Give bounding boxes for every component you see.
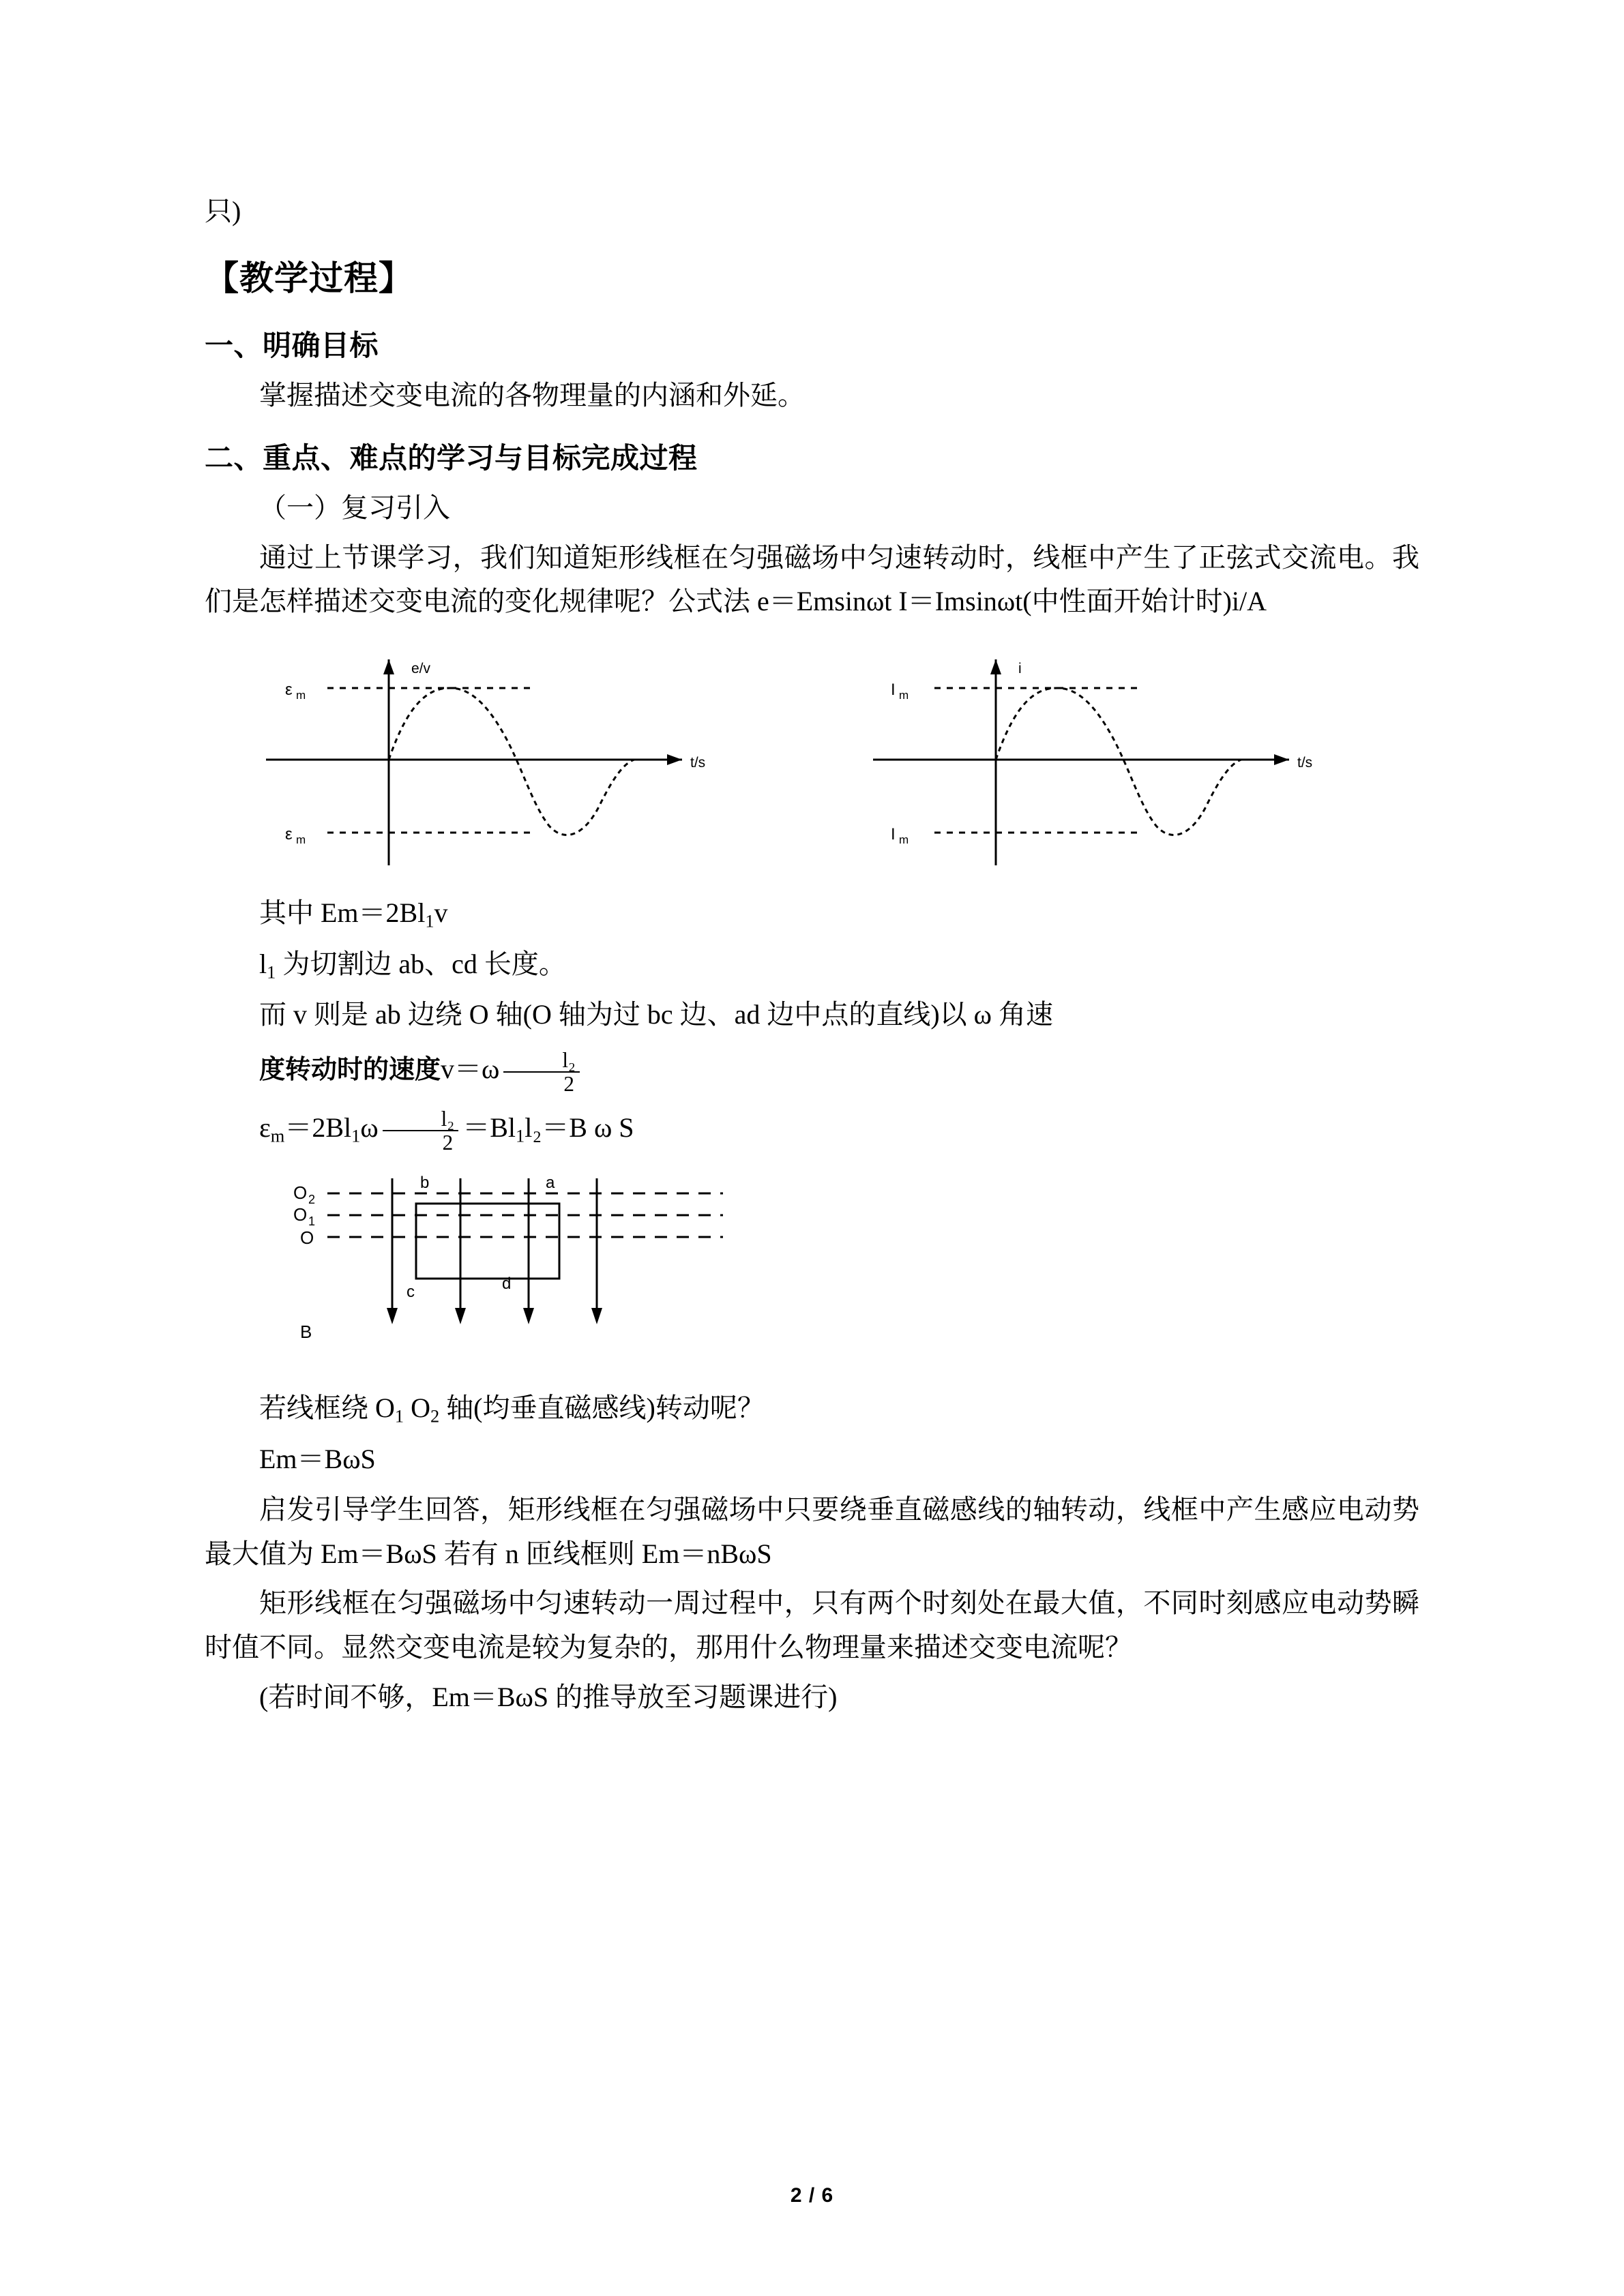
- svg-text:d: d: [502, 1274, 512, 1294]
- emf-sub-1: 1: [351, 1125, 361, 1146]
- section-heading-2: 二、重点、难点的学习与目标完成过程: [205, 441, 698, 474]
- rotation-sub-2: 2: [430, 1405, 440, 1427]
- svg-text:ε: ε: [285, 825, 293, 844]
- velocity-explanation: 而 v 则是 ab 边绕 O 轴(O 轴为过 bc 边、ad 边中点的直线)以 ω 角速: [259, 999, 1054, 1030]
- svg-text:B: B: [300, 1322, 312, 1343]
- subsection-label: （一）复习引入: [259, 492, 450, 523]
- emf-fraction-numerator: l₂: [383, 1107, 459, 1131]
- emf-l2: l₂: [525, 1112, 542, 1144]
- review-intro-paragraph: 通过上节课学习，我们知道矩形线框在匀强磁场中匀速转动时，线框中产生了正弦式交流电。我们是怎样描述交变电流的变化规律呢？公式法 e＝Emsinωt I＝Imsinωt(中性面开始计时)i/A: [205, 541, 1419, 617]
- svg-text:O: O: [300, 1227, 314, 1249]
- formula-l1-definition: [205, 942, 1419, 987]
- svg-text:I: I: [891, 681, 896, 700]
- svg-text:a: a: [546, 1174, 555, 1193]
- emf-epsilon-symbol: ε: [259, 1112, 271, 1144]
- section-1-paragraph: 掌握描述交变电流的各物理量的内涵和外延。: [259, 380, 805, 411]
- svg-text:m: m: [296, 833, 306, 847]
- note-paragraph: (若时间不够，Em＝BωS 的推导放至习题课进行): [259, 1682, 838, 1713]
- svg-text:i: i: [1018, 661, 1022, 677]
- emf-rest-1: ＝2Bl: [284, 1112, 352, 1144]
- velocity-formula-fraction: [503, 1049, 580, 1095]
- graph-current-vs-time: [853, 640, 1412, 879]
- svg-text:b: b: [420, 1174, 430, 1193]
- formula-em-definition: [205, 891, 1419, 936]
- l1-prefix: l: [259, 948, 267, 979]
- svg-text:c: c: [407, 1283, 415, 1302]
- svg-text:t/s: t/s: [1297, 755, 1313, 771]
- em-bws-formula: Em＝BωS: [259, 1443, 376, 1474]
- velocity-formula-bold-label: 度转动时的速度: [259, 1056, 441, 1085]
- velocity-formula-v: v＝: [441, 1054, 482, 1085]
- svg-text:1: 1: [308, 1214, 316, 1229]
- rotation-prefix: 若线框绕 O: [259, 1392, 395, 1424]
- svg-text:m: m: [296, 689, 306, 702]
- rotation-suffix: 轴(均垂直磁感线)转动呢？: [439, 1392, 765, 1424]
- analysis-paragraph: 矩形线框在匀强磁场中匀速转动一周过程中，只有两个时刻处在最大值，不同时刻感应电动势瞬时值不同。显然交变电流是较为复杂的，那用什么物理量来描述交变电流呢？: [205, 1587, 1419, 1663]
- page-number: 2 / 6: [790, 2184, 834, 2207]
- rotation-question-line: [205, 1386, 1419, 1431]
- emf-omega: ω: [360, 1112, 379, 1144]
- svg-text:2: 2: [308, 1193, 316, 1207]
- svg-text:e/v: e/v: [411, 661, 431, 677]
- velocity-formula-omega: ω: [482, 1054, 500, 1085]
- sine-graphs-figure: [246, 640, 1419, 879]
- page-title: 【教学过程】: [205, 259, 413, 297]
- em-prefix: 其中 Em＝2Bl: [259, 897, 426, 929]
- emf-epsilon-subscript: m: [270, 1125, 285, 1146]
- coil-in-field-figure: [286, 1166, 1419, 1374]
- svg-text:I: I: [891, 825, 896, 844]
- svg-text:O: O: [293, 1182, 308, 1204]
- l1-subscript: 1: [267, 961, 276, 983]
- svg-text:m: m: [899, 689, 909, 702]
- svg-text:t/s: t/s: [690, 755, 706, 771]
- velocity-fraction-denominator: 2: [563, 1072, 574, 1097]
- l1-suffix: 为切割边 ab、cd 长度。: [276, 948, 566, 979]
- guidance-paragraph: 启发引导学生回答，矩形线框在匀强磁场中只要绕垂直磁感线的轴转动，线框中产生感应电动势最大值为 Em＝BωS 若有 n 匝线框则 Em＝nBωS: [205, 1493, 1419, 1569]
- emf-sub-2: 1: [516, 1125, 525, 1146]
- emf-fraction-denominator: 2: [442, 1131, 454, 1155]
- graph-emf-vs-time: [246, 640, 805, 879]
- em-subscript: 1: [425, 910, 434, 931]
- svg-text:ε: ε: [285, 681, 293, 700]
- rotation-sub-1: 1: [394, 1405, 404, 1427]
- svg-text:O: O: [293, 1204, 308, 1225]
- fragment-top-text: 只): [205, 196, 241, 226]
- rotation-mid: O: [404, 1392, 430, 1424]
- velocity-fraction-numerator: l₂: [503, 1049, 580, 1073]
- emf-fraction: [383, 1107, 459, 1154]
- section-heading-1: 一、明确目标: [205, 329, 379, 361]
- emf-rest-2: ＝Bl: [462, 1112, 516, 1144]
- velocity-formula-line: [205, 1047, 1419, 1095]
- emf-max-formula-line: [205, 1106, 1419, 1154]
- svg-text:m: m: [899, 833, 909, 847]
- emf-rest-3: ＝B ω S: [542, 1112, 634, 1144]
- em-suffix: v: [434, 897, 448, 929]
